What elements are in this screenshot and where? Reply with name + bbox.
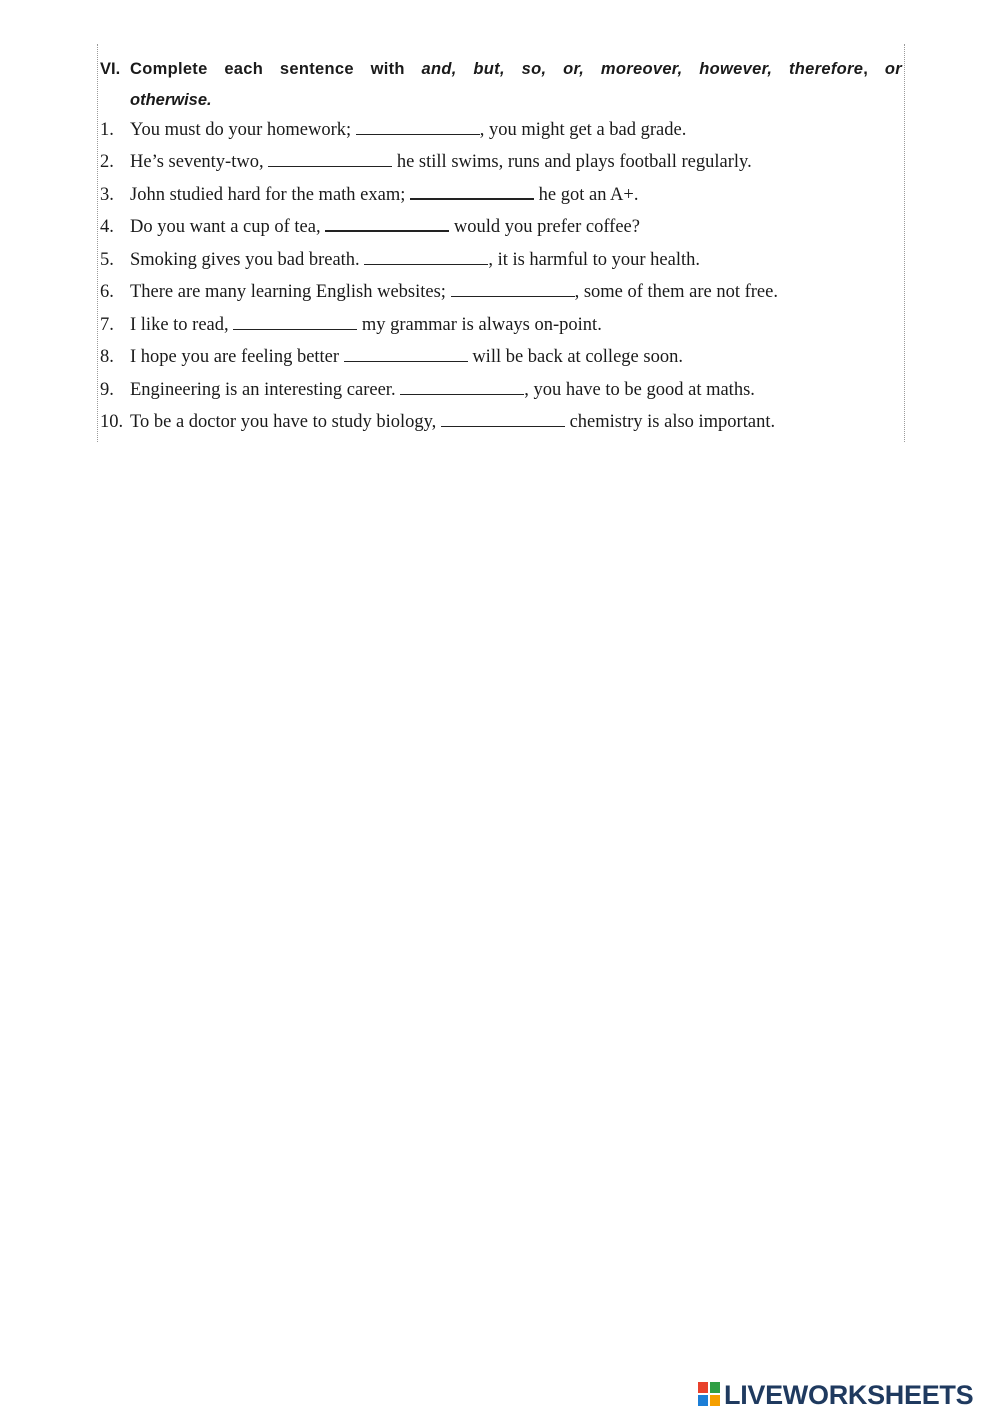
exercise-number: VI. [100,60,121,78]
conjunction-otherwise: otherwise. [130,91,212,109]
answer-blank[interactable] [356,120,480,135]
instruction-line-1 [130,54,902,85]
liveworksheets-logo [698,1380,994,1410]
sentence-start: You must do your homework; [130,120,356,140]
sentence-start: There are many learning English websites; [130,282,451,302]
answer-blank[interactable] [344,347,468,362]
item-number: 7. [100,315,114,335]
answer-blank[interactable] [325,216,449,232]
item-number: 5. [100,250,114,270]
sentence-end: , some of them are not free. [574,282,778,302]
item-number: 3. [100,185,114,205]
worksheet-exercise [97,44,905,442]
sentence-end: he still swims, runs and plays football regularly. [392,152,752,172]
answer-blank[interactable] [364,250,488,265]
sentence-start: I hope you are feeling better [130,347,344,367]
answer-blank[interactable] [233,315,357,330]
item-number: 10. [100,412,124,432]
sentence-start: He’s seventy-two, [130,152,269,172]
logo-badge-icon [698,1382,720,1406]
item-number: 6. [100,282,114,302]
sentence-end: he got an A+. [534,185,639,205]
item-number: 2. [100,152,114,172]
conjunction-or: or [884,60,902,78]
sentence-end: my grammar is always on-point. [357,315,602,335]
conjunction-list: and, but, so, or, moreover, however, therefore [421,60,864,78]
sentence-start: Engineering is an interesting career. [130,380,401,400]
item-number: 1. [100,120,114,140]
logo-text: LIVEWORKSHEETS [724,1380,974,1410]
sentence-start: Smoking gives you bad breath. [130,250,365,270]
item-number: 4. [100,217,114,237]
instruction-comma: , [863,60,885,78]
answer-blank[interactable] [268,152,392,167]
answer-blank[interactable] [410,184,534,200]
sentence-end: , you have to be good at maths. [524,380,755,400]
instruction-text: Complete each sentence with [130,60,422,78]
sentence-end: , it is harmful to your health. [488,250,700,270]
instruction-line-2 [130,85,212,116]
sentence-start: John studied hard for the math exam; [130,185,411,205]
answer-blank[interactable] [400,380,524,395]
sentence-start: To be a doctor you have to study biology, [130,412,441,432]
sentence-end: chemistry is also important. [564,412,776,432]
sentence-start: Do you want a cup of tea, [130,217,326,237]
sentence-end: will be back at college soon. [467,347,683,367]
item-number: 8. [100,347,114,367]
sentence-end: , you might get a bad grade. [479,120,687,140]
sentence-start: I like to read, [130,315,234,335]
answer-blank[interactable] [451,282,575,297]
sentence-end: would you prefer coffee? [449,217,640,237]
item-number: 9. [100,380,114,400]
answer-blank[interactable] [441,412,565,427]
